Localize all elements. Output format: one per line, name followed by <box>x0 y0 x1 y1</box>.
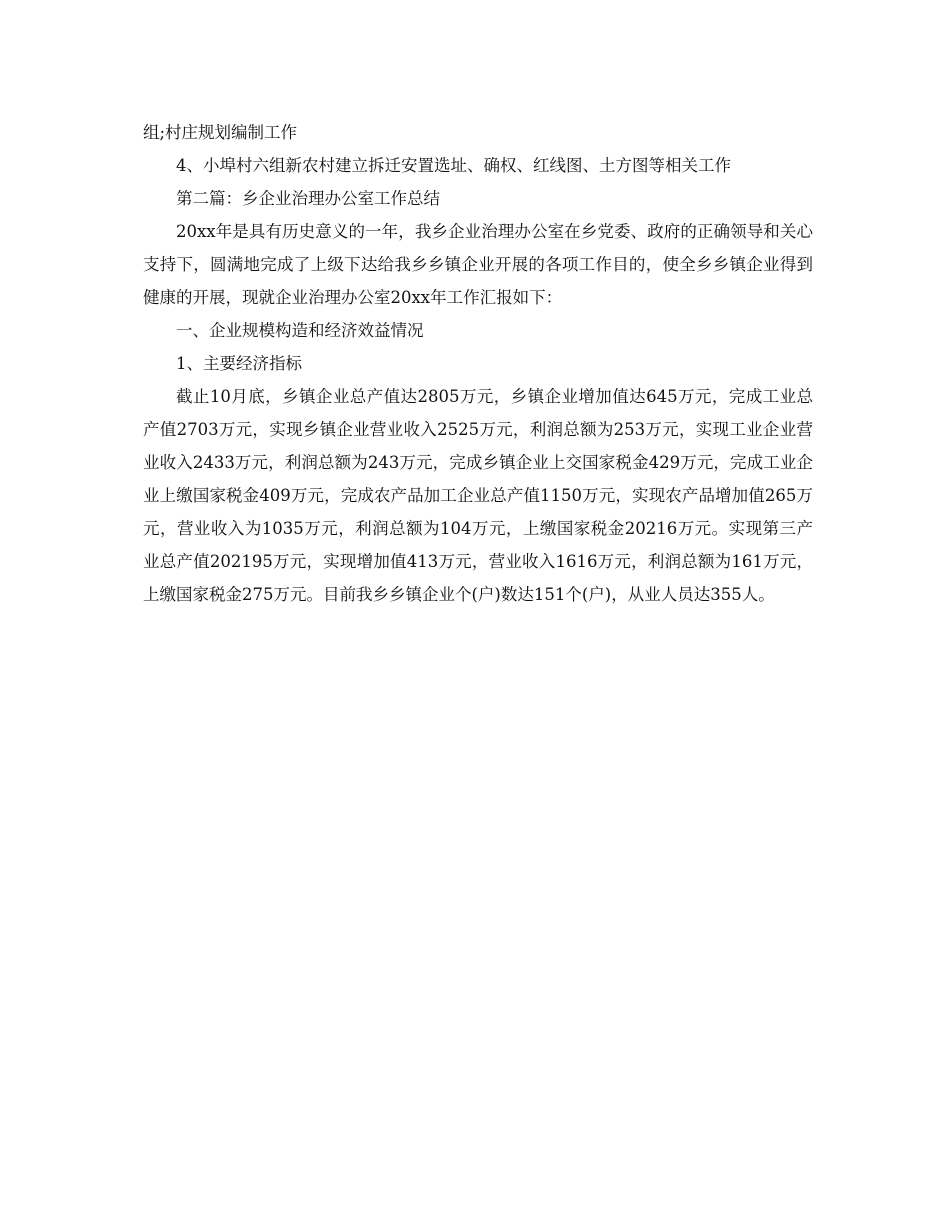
subheading-economic-indicators: 1、主要经济指标 <box>176 354 302 373</box>
paragraph-intro: 20xx年是具有历史意义的一年，我乡企业治理办公室在乡党委、政府的正确领导和关心支持下，圆满地完成了上级下达给我乡乡镇企业开展的各项工作目的，使全乡乡镇企业得到健康的开展，现就企业治理办公室20xx年工作汇报如下： <box>143 222 813 307</box>
document-body <box>143 116 813 611</box>
paragraph-indicators: 截止10月底，乡镇企业总产值达2805万元，乡镇企业增加值达645万元，完成工业总产值2703万元，实现乡镇企业营业收入2525万元，利润总额为253万元，实现工业企业营业收入2433万元，利润总额为243万元，完成乡镇企业上交国家税金429万元，完成工业企业上缴国家税金409万元，完成农产品加工企业总产值1150万元，实现农产品增加值265万元，营业收入为1035万元，利润总额为104万元，上缴国家税金20216万元。实现第三产业总产值202195万元，实现增加值413万元，营业收入1616万元，利润总额为161万元，上缴国家税金275万元。目前我乡乡镇企业个(户)数达151个(户)，从业人员达355人。 <box>143 387 813 604</box>
paragraph-item-4: 4、小埠村六组新农村建立拆迁安置选址、确权、红线图、土方图等相关工作 <box>176 156 731 175</box>
subheading-enterprise-scale: 一、企业规模构造和经济效益情况 <box>176 321 424 340</box>
section-heading: 第二篇：乡企业治理办公室工作总结 <box>176 189 440 208</box>
paragraph-continuation: 组;村庄规划编制工作 <box>143 123 298 142</box>
